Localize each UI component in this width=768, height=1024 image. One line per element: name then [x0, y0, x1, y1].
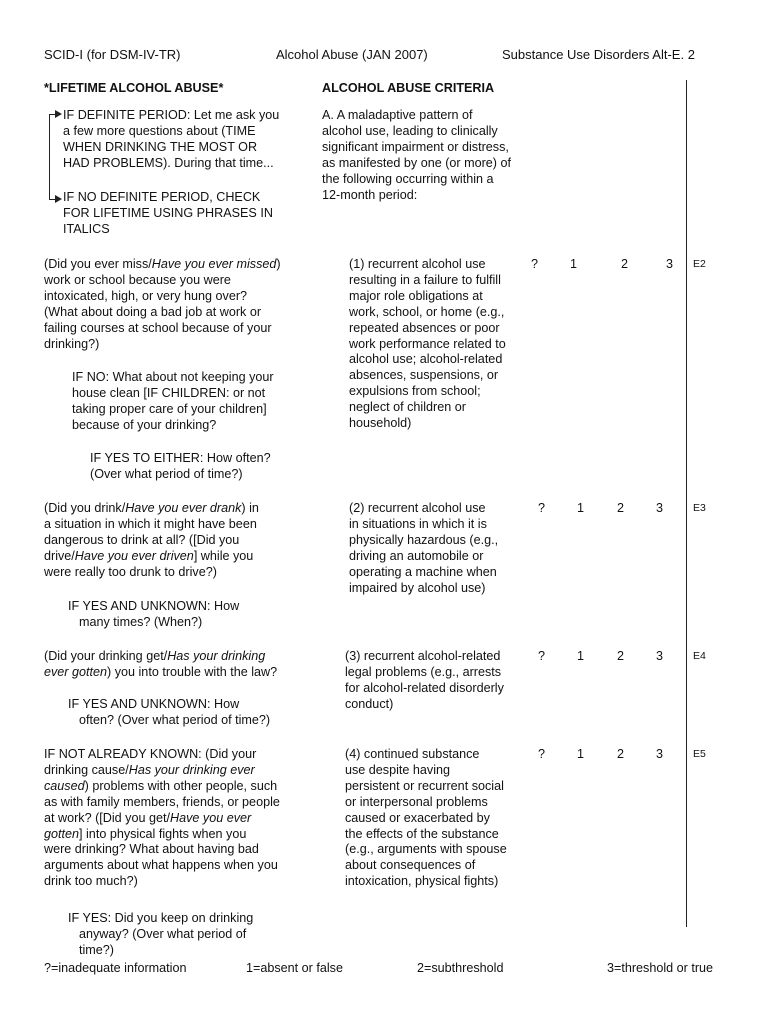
rating-inadequate-e2[interactable]: ? — [531, 257, 539, 271]
followup-if-yes-e3: IF YES AND UNKNOWN: How many times? (When?) — [68, 599, 240, 629]
rating-3-e4[interactable]: 3 — [656, 649, 664, 663]
rating-2-e4[interactable]: 2 — [617, 649, 625, 663]
item-code-e3: E3 — [693, 502, 706, 514]
rating-3-e3[interactable]: 3 — [656, 501, 664, 515]
rating-3-e2[interactable]: 3 — [666, 257, 674, 271]
item-code-e5: E5 — [693, 748, 706, 760]
rating-inadequate-e4[interactable]: ? — [538, 649, 546, 663]
question-e2: (Did you ever miss/Have you ever missed) work or school because you were intoxicated, high, or very hung over? (What about doing a bad job at work or failing courses at school because of your drinking?) — [44, 257, 281, 351]
no-definite-period-instruction: IF NO DEFINITE PERIOD, CHECK FOR LIFETIME USING PHRASES IN ITALICS — [63, 190, 273, 236]
followup-if-yes-e2: IF YES TO EITHER: How often? (Over what period of time?) — [90, 451, 271, 481]
arrow-right-icon — [55, 195, 62, 203]
rating-1-e3[interactable]: 1 — [577, 501, 585, 515]
criteria-title: ALCOHOL ABUSE CRITERIA — [322, 81, 495, 95]
header-section: Alcohol Abuse (JAN 2007) — [276, 47, 428, 62]
rating-2-e5[interactable]: 2 — [617, 747, 625, 761]
rating-inadequate-e5[interactable]: ? — [538, 747, 546, 761]
item-code-e4: E4 — [693, 650, 706, 662]
rating-inadequate-e3[interactable]: ? — [538, 501, 546, 515]
rating-1-e2[interactable]: 1 — [570, 257, 578, 271]
arrow-right-icon — [55, 110, 62, 118]
criterion-e2: (1) recurrent alcohol use resulting in a failure to fulfill major role obligations at work, school, or home (e.g., repeated absences or poor work performance related to alcohol use; alcohol-related absences, suspensions, or expulsions from school; neglect of children or household) — [349, 257, 506, 431]
criterion-a-text: A. A maladaptive pattern of alcohol use, leading to clinically significant impairment or distress, as manifested by one (or more) of the following occurring within a 12-month period: — [322, 108, 511, 202]
question-e3: (Did you drink/Have you ever drank) in a situation in which it might have been dangerous to drink at all? ([Did you drive/Have you ever driven] while you were really too drunk to drive?) — [44, 501, 259, 579]
rating-1-e4[interactable]: 1 — [577, 649, 585, 663]
definite-period-instruction: IF DEFINITE PERIOD: Let me ask you a few more questions about (TIME WHEN DRINKING THE MOST OR HAD PROBLEMS). During that time... — [63, 108, 280, 170]
criterion-e3: (2) recurrent alcohol use in situations in which it is physically hazardous (e.g., driving an automobile or operating a machine when impaired by alcohol use) — [349, 501, 499, 595]
lifetime-abuse-title: *LIFETIME ALCOHOL ABUSE* — [44, 81, 224, 95]
question-e5: IF NOT ALREADY KNOWN: (Did your drinking cause/Has your drinking ever caused) problems with other people, such as with family members, friends, or people at work? ([Did you get/Have you ever gotten] into physical fights when you were drinking? What about having bad arguments about what happens when you drink too much?) — [44, 747, 280, 889]
rating-2-e2[interactable]: 2 — [621, 257, 629, 271]
followup-if-yes-e5: IF YES: Did you keep on drinking anyway? (Over what period of time?) — [68, 911, 254, 957]
header-form-id: SCID-I (for DSM-IV-TR) — [44, 47, 181, 62]
rating-3-e5[interactable]: 3 — [656, 747, 664, 761]
branch-line — [49, 114, 50, 199]
rating-2-e3[interactable]: 2 — [617, 501, 625, 515]
header-page-ref: Substance Use Disorders Alt-E. 2 — [502, 47, 695, 62]
question-e4: (Did your drinking get/Has your drinking ever gotten) you into trouble with the law? — [44, 649, 278, 679]
followup-if-yes-e4: IF YES AND UNKNOWN: How often? (Over what period of time?) — [68, 697, 271, 727]
criterion-e4: (3) recurrent alcohol-related legal problems (e.g., arrests for alcohol-related disorderly conduct) — [345, 649, 504, 711]
item-code-e2: E2 — [693, 258, 706, 270]
rating-1-e5[interactable]: 1 — [577, 747, 585, 761]
legend-threshold: 3=threshold or true — [607, 961, 714, 975]
column-divider — [686, 80, 687, 927]
legend-absent: 1=absent or false — [246, 961, 343, 975]
criterion-e5: (4) continued substance use despite having persistent or recurrent social or interpersonal problems caused or exacerbated by the effects of the substance (e.g., arguments with spouse about consequences of intoxication, physical fights) — [345, 747, 507, 889]
legend-subthreshold: 2=subthreshold — [417, 961, 504, 975]
legend-inadequate: ?=inadequate information — [44, 961, 187, 975]
followup-if-no-e2: IF NO: What about not keeping your house clean [IF CHILDREN: or not taking proper care of your children] because of your drinking? — [72, 370, 274, 432]
